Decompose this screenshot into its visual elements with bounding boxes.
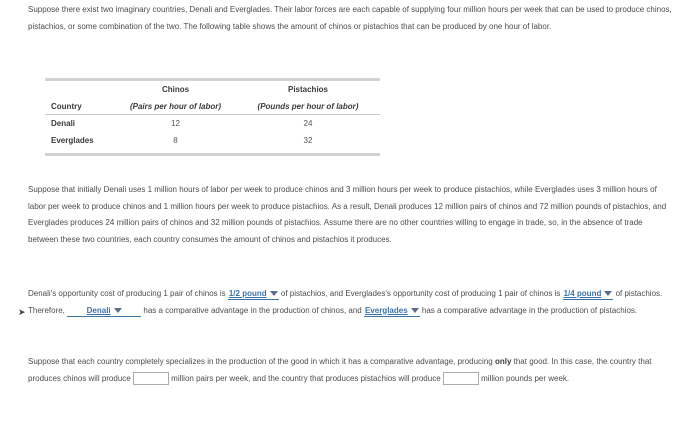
- chevron-down-icon: [411, 308, 419, 313]
- spec-text-1: Suppose that each country completely specializes in the production of the good in which it has a comparative advantage, producing: [28, 357, 495, 366]
- oc-text-3: of pistachios. Therefore,: [28, 289, 663, 315]
- dropdown-value: Everglades: [364, 305, 408, 315]
- intro-paragraph: [28, 2, 678, 35]
- row-chinos: 12: [171, 119, 180, 128]
- table-row: [45, 132, 380, 149]
- row-pistachios: 32: [303, 136, 313, 145]
- header-pistachios: Pistachios: [287, 85, 328, 94]
- chevron-down-icon: [114, 308, 122, 313]
- spec-text-4: million pounds per week.: [478, 373, 570, 383]
- oc-text-2: of pistachios, and Everglades's opportunity cost of producing 1 pair of chinos is: [278, 289, 563, 298]
- dropdown-value: 1/2 pound: [228, 289, 267, 298]
- oc-text-4: has a comparative advantage in the production of chinos, and: [141, 305, 364, 315]
- scenario-paragraph: [28, 182, 670, 248]
- opportunity-cost-paragraph: [28, 286, 674, 319]
- row-country: Everglades: [51, 136, 94, 145]
- dropdown-value: Denali: [86, 305, 111, 315]
- spec-only-emphasis: only: [494, 357, 512, 366]
- chevron-down-icon: [270, 291, 278, 296]
- oc-text-1: Denali's opportunity cost of producing 1 pair of chinos is: [28, 289, 228, 298]
- dropdown-value: 1/4 pound: [563, 289, 602, 298]
- table-bottom-rule: [45, 153, 380, 156]
- specialization-paragraph: [28, 354, 674, 387]
- header-pistachios-unit: (Pounds per hour of labor): [257, 102, 359, 111]
- scenario-text: Suppose that initially Denali uses 1 million hours of labor per week to produce chinos and 3 million hours per week to produce pistachios, while Everglades uses 3 million hours of labor per week to produce chinos and 1 million hours per week to produce pistachios. As a result, Denali produces 12 million pairs of chinos and 72 million pounds of pistachios, and Everglades produces 24 million pairs of chinos and 32 million pounds of pistachios. Assume there are no other countries willing to engage in trade, so, in the absence of trade between these two countries, each country consumes the amount of chinos and pistachios it produces.: [28, 185, 667, 244]
- table-header-row-1: [45, 81, 380, 98]
- table-row: [45, 115, 380, 132]
- chevron-down-icon: [604, 291, 612, 296]
- spec-text-3: million pairs per week, and the country that produces pistachios will produce: [168, 373, 443, 383]
- row-pistachios: 24: [303, 119, 313, 128]
- intro-text: Suppose there exist two imaginary countries, Denali and Everglades. Their labor forces are each capable of supplying four million hours per week that can be used to produce chinos, pistachios, or some combination of the two. The following table shows the amount of chinos or pistachios that can be produced by one hour of labor.: [28, 5, 672, 31]
- spec-text-2: that good. In this case, the country that produces chinos will produce: [28, 357, 652, 383]
- oc-text-5: has a comparative advantage in the production of pistachios.: [419, 305, 638, 315]
- header-chinos: Chinos: [161, 85, 190, 94]
- row-country: Denali: [51, 119, 76, 128]
- pistachios-advantage-dropdown[interactable]: [364, 305, 420, 317]
- row-chinos: 8: [173, 136, 178, 145]
- header-country: Country: [51, 102, 82, 111]
- chinos-advantage-dropdown[interactable]: [67, 305, 141, 317]
- denali-opportunity-cost-dropdown[interactable]: [228, 288, 279, 300]
- pointer-arrow-icon: ➤: [18, 307, 26, 317]
- pistachios-production-input[interactable]: [443, 372, 479, 385]
- table-header-row-2: [45, 98, 380, 115]
- production-table: [45, 78, 380, 156]
- header-chinos-unit: (Pairs per hour of labor): [129, 102, 222, 111]
- chinos-production-input[interactable]: [133, 372, 169, 385]
- everglades-opportunity-cost-dropdown[interactable]: [563, 288, 614, 300]
